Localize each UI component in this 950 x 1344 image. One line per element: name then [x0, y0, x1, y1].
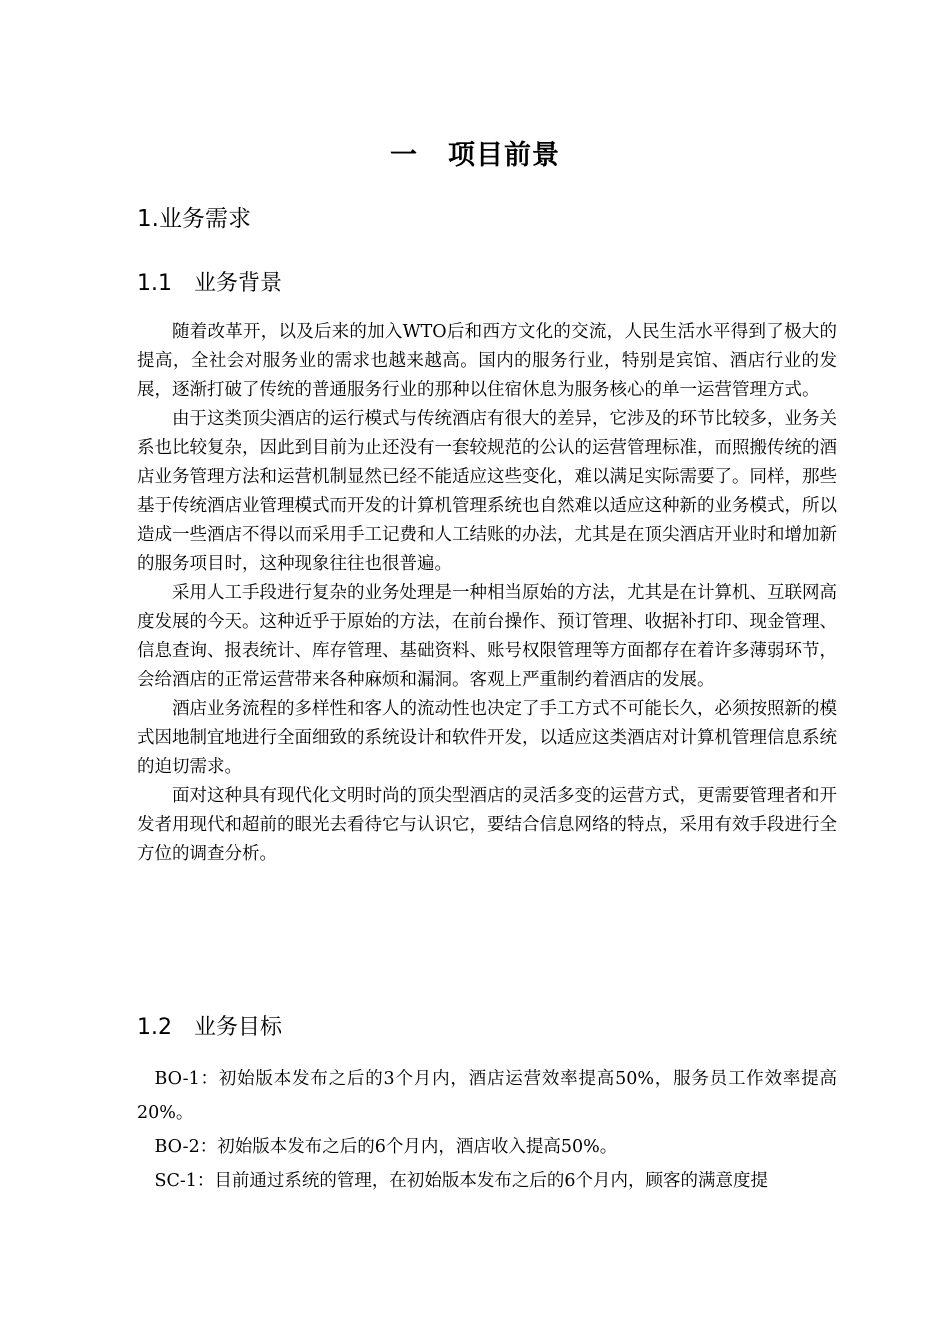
- paragraph: 采用人工手段进行复杂的业务处理是一种相当原始的方法，尤其是在计算机、互联网高度发展的今天。这种近乎于原始的方法，在前台操作、预订管理、收据补打印、现金管理、信息查询、报表统计、库存管理、基础资料、账号权限管理等方面都存在着许多薄弱环节，会给酒店的正常运营带来各种麻烦和漏洞。客观上严重制约着酒店的发展。: [137, 583, 837, 690]
- chapter-title: [0, 133, 950, 172]
- paragraph: 由于这类顶尖酒店的运行模式与传统酒店有很大的差异，它涉及的环节比较多，业务关系也比较复杂，因此到目前为止还没有一套较规范的公认的运营管理标准，而照搬传统的酒店业务管理方法和运营机制显然已经不能适应这些变化，难以满足实际需要了。同样，那些基于传统酒店业管理模式而开发的计算机管理系统也自然难以适应这种新的业务模式，所以造成一些酒店不得以而采用手工记费和人工结账的办法，尤其是在顶尖酒店开业时和增加新的服务项目时，这种现象往往也很普遍。: [137, 409, 837, 574]
- subsection-heading-background: [137, 266, 282, 297]
- subsection-number: 1.2: [137, 1015, 172, 1040]
- chapter-title-text: 项目前景: [448, 140, 560, 171]
- subsection-title: 业务目标: [194, 1015, 283, 1040]
- chapter-number: 一: [390, 140, 418, 171]
- goal-item: BO-1：初始版本发布之后的3个月内，酒店运营效率提高50%，服务员工作效率提高20%。: [137, 1069, 837, 1123]
- background-body: [137, 318, 837, 869]
- paragraph: 面对这种具有现代化文明时尚的顶尖型酒店的灵活多变的运营方式，更需要管理者和开发者用现代和超前的眼光去看待它与认识它，要结合信息网络的特点，采用有效手段进行全方位的调查分析。: [137, 786, 837, 864]
- goals-list: [137, 1062, 837, 1198]
- subsection-heading-goals: [137, 1010, 282, 1041]
- goal-item: SC-1：目前通过系统的管理，在初始版本发布之后的6个月内，顾客的满意度提: [154, 1171, 769, 1191]
- paragraph: 随着改革开，以及后来的加入WTO后和西方文化的交流，人民生活水平得到了极大的提高，全社会对服务业的需求也越来越高。国内的服务行业，特别是宾馆、酒店行业的发展，逐渐打破了传统的普通服务行业的那种以住宿休息为服务核心的单一运营管理方式。: [137, 322, 837, 400]
- goal-item: BO-2：初始版本发布之后的6个月内，酒店收入提高50%。: [154, 1137, 618, 1157]
- subsection-title: 业务背景: [194, 271, 283, 296]
- subsection-number: 1.1: [137, 271, 172, 296]
- paragraph: 酒店业务流程的多样性和客人的流动性也决定了手工方式不可能长久，必须按照新的模式因地制宜地进行全面细致的系统设计和软件开发，以适应这类酒店对计算机管理信息系统的迫切需求。: [137, 699, 837, 777]
- section-heading: 1.业务需求: [137, 206, 251, 232]
